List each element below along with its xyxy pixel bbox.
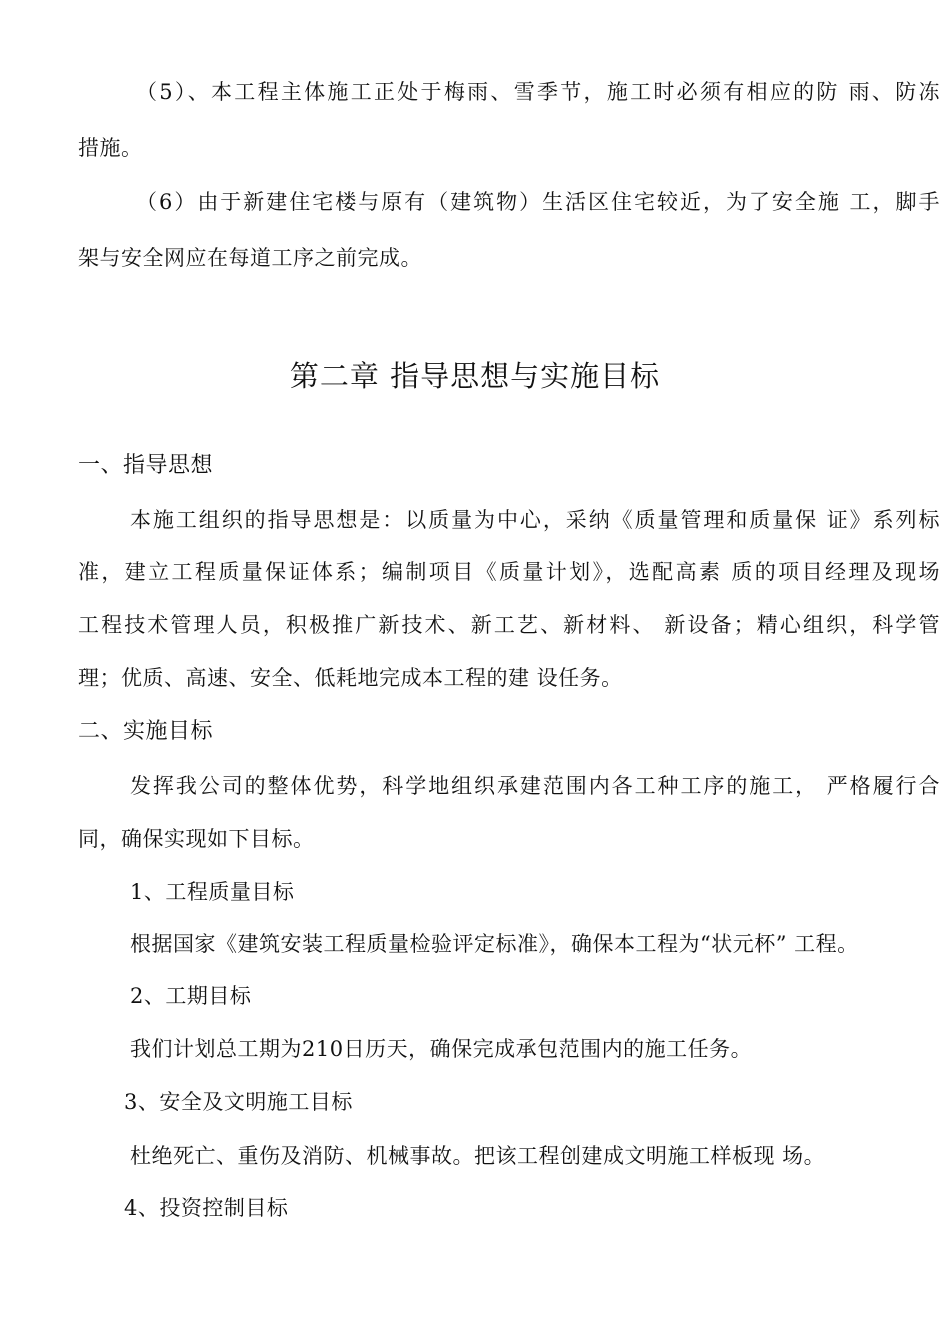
chapter-title: 第二章 指导思想与实施目标 [289, 359, 661, 393]
implementation-goals-line-1: 发挥我公司的整体优势，科学地组织承建范围内各工种工序的施工， 严格履行合 [130, 774, 940, 798]
section-heading-implementation-goals: 二、实施目标 [78, 719, 214, 744]
paragraph-6-line-2: 架与安全网应在每道工序之前完成。 [78, 246, 422, 270]
paragraph-5-line-2: 措施。 [78, 136, 143, 160]
guiding-ideology-line-1: 本施工组织的指导思想是：以质量为中心，采纳《质量管理和质量保 证》系列标 [130, 508, 940, 532]
guiding-ideology-line-3: 工程技术管理人员，积极推广新技术、新工艺、新材料、 新设备；精心组织，科学管 [78, 613, 941, 637]
goal-title-quality: 1、工程质量目标 [130, 880, 295, 904]
goal-text-safety: 杜绝死亡、重伤及消防、机械事故。把该工程创建成文明施工样板现 场。 [130, 1144, 826, 1168]
goal-title-safety: 3、安全及文明施工目标 [124, 1090, 353, 1114]
goal-title-investment: 4、投资控制目标 [124, 1196, 289, 1220]
guiding-ideology-line-2: 准，建立工程质量保证体系；编制项目《质量计划》，选配高素 质的项目经理及现场 [78, 560, 940, 584]
guiding-ideology-line-4: 理；优质、高速、安全、低耗地完成本工程的建 设任务。 [78, 666, 623, 690]
goal-text-schedule: 我们计划总工期为210日历天，确保完成承包范围内的施工任务。 [130, 1037, 753, 1061]
goal-title-schedule: 2、工期目标 [130, 984, 252, 1008]
paragraph-6-line-1: （6）由于新建住宅楼与原有（建筑物）生活区住宅较近，为了安全施 工，脚手 [136, 190, 940, 214]
goal-text-quality: 根据国家《建筑安装工程质量检验评定标准》，确保本工程为“状元杯” 工程。 [130, 932, 859, 956]
implementation-goals-line-2: 同，确保实现如下目标。 [78, 827, 315, 851]
section-heading-guiding-ideology: 一、指导思想 [78, 453, 214, 478]
paragraph-5-line-1: （5）、本工程主体施工正处于梅雨、雪季节，施工时必须有相应的防 雨、防冻 [136, 80, 940, 104]
